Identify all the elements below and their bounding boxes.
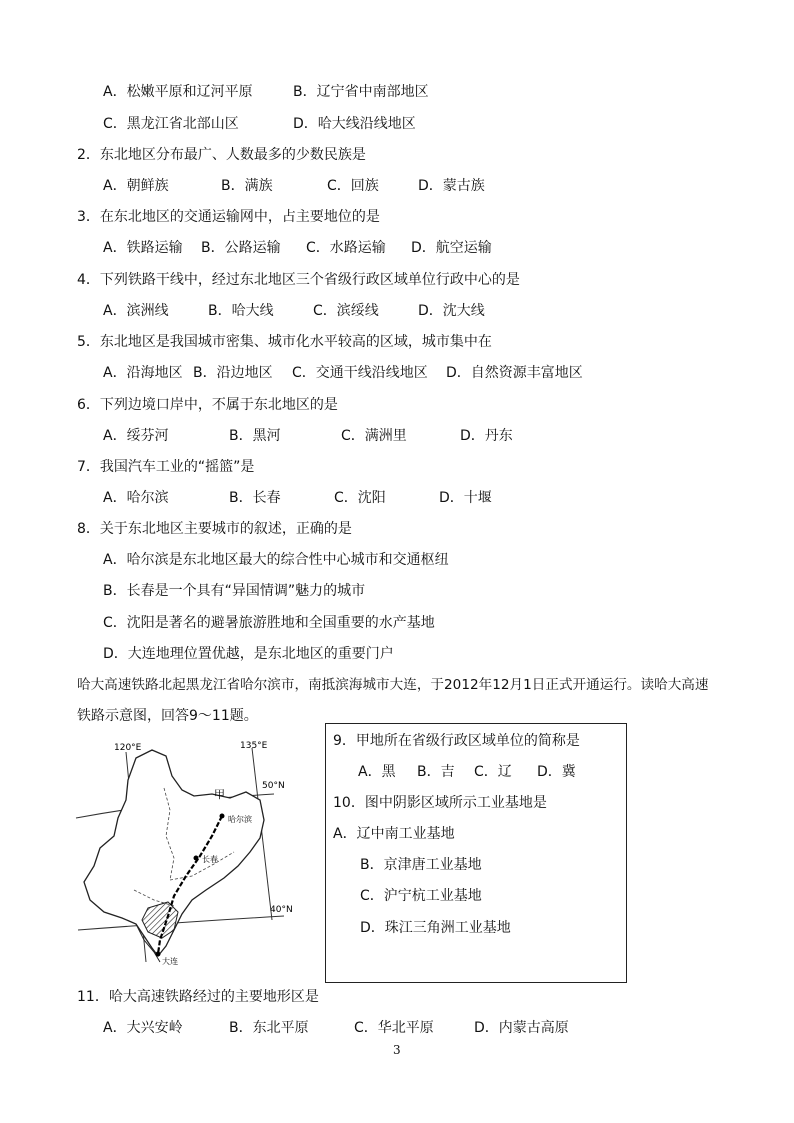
q4-stem: 4．下列铁路干线中，经过东北地区三个省级行政区域单位行政中心的是 xyxy=(77,272,520,288)
q10-option-d: D．珠江三角洲工业基地 xyxy=(360,920,511,936)
q1-option-d: D．哈大线沿线地区 xyxy=(293,116,416,132)
q3-option-b: B．公路运输 xyxy=(201,240,281,256)
q11-stem: 11．哈大高速铁路经过的主要地形区是 xyxy=(77,989,319,1005)
q8-option-a: A．哈尔滨是东北地区最大的综合性中心城市和交通枢纽 xyxy=(103,552,449,568)
label-jia: 甲 xyxy=(214,788,225,801)
q9-option-d: D．冀 xyxy=(537,764,576,780)
q1-option-c: C．黑龙江省北部山区 xyxy=(103,116,239,132)
q3-option-a: A．铁路运输 xyxy=(103,240,183,256)
q4-option-b: B．哈大线 xyxy=(208,303,274,319)
q4-option-a: A．滨洲线 xyxy=(103,303,169,319)
changchun-dot xyxy=(194,856,199,861)
q11-option-d: D．内蒙古高原 xyxy=(474,1020,569,1036)
q5-stem: 5．东北地区是我国城市密集、城市化水平较高的区域，城市集中在 xyxy=(77,334,492,350)
q9-option-c: C．辽 xyxy=(474,764,512,780)
q11-option-c: C．华北平原 xyxy=(354,1020,434,1036)
q5-option-d: D．自然资源丰富地区 xyxy=(446,365,583,381)
q9-option-b: B．吉 xyxy=(417,764,455,780)
label-harbin: 哈尔滨 xyxy=(228,815,252,824)
q2-option-b: B．满族 xyxy=(221,178,273,194)
q1-option-b: B．辽宁省中南部地区 xyxy=(293,84,429,100)
label-changchun: 长春 xyxy=(202,855,218,864)
q6-option-a: A．绥芬河 xyxy=(103,428,169,444)
q5-option-c: C．交通干线沿线地区 xyxy=(292,365,428,381)
label-40n: 40°N xyxy=(270,905,293,915)
q7-option-b: B．长春 xyxy=(229,490,281,506)
q8-option-d: D．大连地理位置优越，是东北地区的重要门户 xyxy=(103,646,394,662)
q10-option-c: C．沪宁杭工业基地 xyxy=(360,888,482,904)
q8-option-c: C．沈阳是著名的避暑旅游胜地和全国重要的水产基地 xyxy=(103,615,435,631)
q2-option-d: D．蒙古族 xyxy=(418,178,485,194)
harbin-dot xyxy=(220,814,225,819)
q2-option-a: A．朝鲜族 xyxy=(103,178,169,194)
intro-line-2: 铁路示意图，回答9～11题。 xyxy=(77,708,258,724)
q11-option-b: B．东北平原 xyxy=(229,1020,309,1036)
page-number: 3 xyxy=(393,1043,401,1057)
q8-option-b: B．长春是一个具有“异国情调”魅力的城市 xyxy=(103,583,366,599)
label-135e: 135°E xyxy=(240,741,268,751)
q9-option-a: A．黑 xyxy=(358,764,396,780)
q7-option-a: A．哈尔滨 xyxy=(103,490,169,506)
q2-option-c: C．回族 xyxy=(327,178,379,194)
dalian-dot xyxy=(156,952,161,957)
q9-stem: 9．甲地所在省级行政区域单位的简称是 xyxy=(333,733,580,749)
q10-stem: 10．图中阴影区域所示工业基地是 xyxy=(333,795,547,811)
q7-option-d: D．十堰 xyxy=(439,490,492,506)
label-50n: 50°N xyxy=(262,781,285,791)
intro-line-1: 哈大高速铁路北起黑龙江省哈尔滨市，南抵滨海城市大连，于2012年12月1日正式开通运行。读哈大高速 xyxy=(77,677,709,693)
q3-option-d: D．航空运输 xyxy=(411,240,492,256)
q3-option-c: C．水路运输 xyxy=(306,240,386,256)
q11-option-a: A．大兴安岭 xyxy=(103,1020,183,1036)
q7-stem: 7．我国汽车工业的“摇篮”是 xyxy=(77,459,255,475)
label-120e: 120°E xyxy=(114,743,142,753)
q1-option-a: A．松嫩平原和辽河平原 xyxy=(103,84,253,100)
q6-option-b: B．黑河 xyxy=(229,428,281,444)
q4-option-c: C．滨绥线 xyxy=(313,303,379,319)
q10-option-b: B．京津唐工业基地 xyxy=(360,857,482,873)
q3-stem: 3．在东北地区的交通运输网中，占主要地位的是 xyxy=(77,209,380,225)
q8-stem: 8．关于东北地区主要城市的叙述，正确的是 xyxy=(77,521,352,537)
q7-option-c: C．沈阳 xyxy=(334,490,386,506)
label-dalian: 大连 xyxy=(162,957,178,966)
q2-stem: 2．东北地区分布最广、人数最多的少数民族是 xyxy=(77,147,366,163)
q6-stem: 6．下列边境口岸中，不属于东北地区的是 xyxy=(77,397,338,413)
q10-option-a: A．辽中南工业基地 xyxy=(333,826,455,842)
harbin-dalian-railway-map xyxy=(74,740,296,970)
q4-option-d: D．沈大线 xyxy=(418,303,485,319)
q5-option-a: A．沿海地区 xyxy=(103,365,183,381)
q5-option-b: B．沿边地区 xyxy=(193,365,273,381)
q6-option-d: D．丹东 xyxy=(460,428,513,444)
latitude-line-40n xyxy=(78,916,284,930)
q6-option-c: C．满洲里 xyxy=(341,428,407,444)
